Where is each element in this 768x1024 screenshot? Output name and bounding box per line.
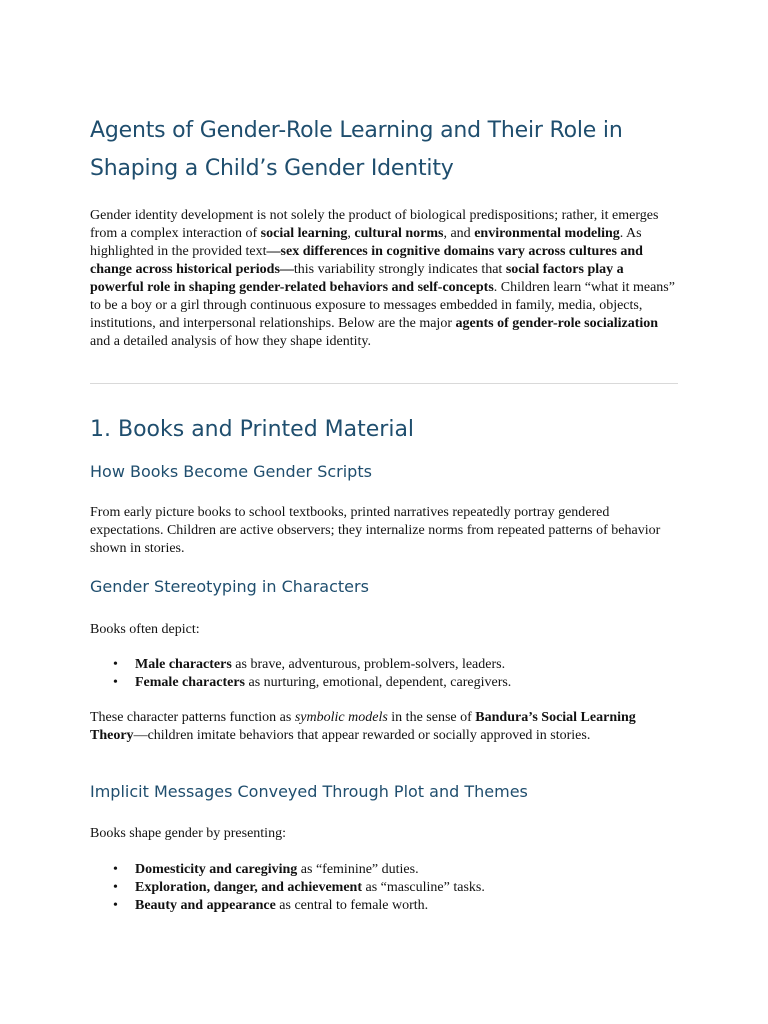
subheading-implicit-messages: Implicit Messages Conveyed Through Plot and Themes — [90, 782, 528, 801]
intro-text: , — [347, 226, 355, 241]
list-item — [90, 879, 485, 897]
symbolic-models-paragraph — [90, 709, 675, 745]
list-item-text: as “masculine” tasks. — [362, 880, 485, 895]
list-item-text: as brave, adventurous, problem-solvers, leaders. — [231, 657, 506, 672]
section-divider — [90, 383, 678, 384]
list-item-text: as “feminine” duties. — [297, 862, 419, 877]
gender-scripts-paragraph: From early picture books to school textbooks, printed narratives repeatedly portray gendered expectations. Children are active observers; they internalize norms from repeated patterns of behavior shown in stories. — [90, 505, 661, 556]
list-item — [90, 861, 485, 879]
para-text: These character patterns function as — [90, 710, 295, 725]
list-item — [90, 897, 485, 915]
intro-bold-social-learning: social learning — [260, 226, 348, 241]
intro-text: this variability strongly indicates that — [293, 262, 506, 277]
list-item-bold: Beauty and appearance — [135, 898, 276, 913]
intro-bold-cultural-norms: cultural norms — [354, 226, 444, 241]
list-item-bold: Female characters — [135, 675, 245, 690]
intro-text: and a detailed analysis of how they shape identity. — [90, 334, 371, 349]
list-item-text: as nurturing, emotional, dependent, caregivers. — [245, 675, 512, 690]
implicit-messages-lead: Books shape gender by presenting: — [90, 826, 286, 841]
intro-bold-environmental-modeling: environmental modeling — [474, 226, 620, 241]
themes-list — [90, 861, 485, 915]
list-item — [90, 656, 511, 674]
para-bold-bandura: Bandura’s Social Learning Theory — [90, 710, 636, 743]
intro-text: . As highlighted in the provided text — [90, 226, 642, 259]
intro-text: Gender identity development is not solely the product of biological predispositions; rather, it emerges from a complex interaction of — [90, 208, 659, 241]
intro-paragraph — [90, 207, 680, 351]
list-item-bold: Male characters — [135, 657, 232, 672]
intro-bold-sex-differences: —sex differences in cognitive domains vary across cultures and change across historical periods— — [90, 244, 643, 277]
subheading-gender-scripts: How Books Become Gender Scripts — [90, 462, 372, 481]
stereotyping-lead: Books often depict: — [90, 622, 200, 637]
para-text: —children imitate behaviors that appear rewarded or socially approved in stories. — [133, 728, 591, 743]
intro-bold-agents: agents of gender-role socialization — [455, 316, 659, 331]
list-item-bold: Exploration, danger, and achievement — [135, 880, 362, 895]
intro-bold-social-factors: social factors play a powerful role in shaping gender-related behaviors and self-concepts — [90, 262, 624, 295]
para-text: in the sense of — [387, 710, 476, 725]
list-item — [90, 674, 511, 692]
character-list — [90, 656, 511, 692]
list-item-text: as central to female worth. — [275, 898, 429, 913]
document-title: Agents of Gender-Role Learning and Their Role in Shaping a Child’s Gender Identity — [90, 118, 623, 181]
list-item-bold: Domesticity and caregiving — [135, 862, 298, 877]
section-heading-books: 1. Books and Printed Material — [90, 417, 415, 442]
subheading-stereotyping: Gender Stereotyping in Characters — [90, 577, 369, 596]
para-italic-symbolic-models: symbolic models — [294, 710, 388, 725]
intro-text: . Children learn “what it means” to be a boy or a girl through continuous exposure to messages embedded in family, media, objects, institutions, and interpersonal relationships. Below are the major — [90, 280, 675, 331]
intro-text: , and — [443, 226, 475, 241]
